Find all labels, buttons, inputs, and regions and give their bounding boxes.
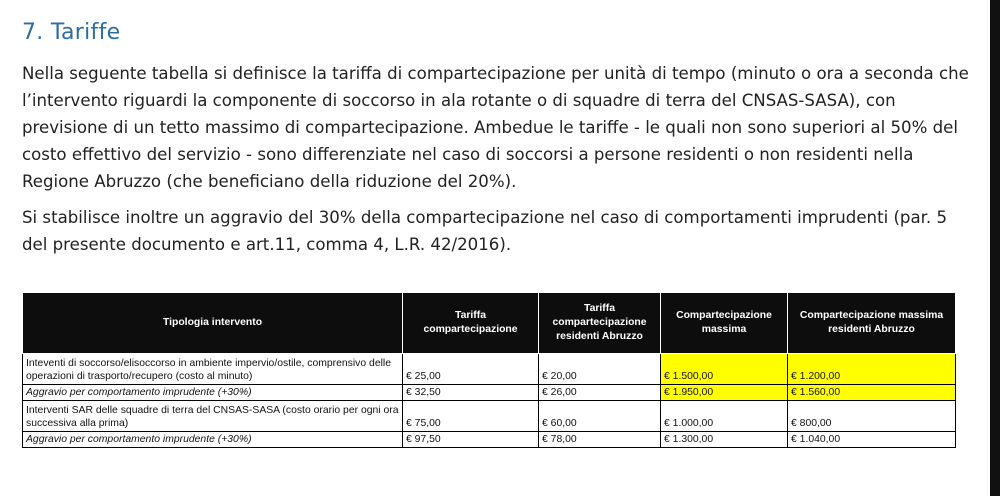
header-tariffa-residenti: Tariffa compartecipazione residenti Abruzzo	[539, 293, 661, 354]
header-tariffa: Tariffa compartecipazione	[403, 293, 539, 354]
massima-residenti-cell: € 1.040,00	[788, 432, 956, 448]
header-tipologia: Tipologia intervento	[23, 293, 403, 354]
row-description: Interventi SAR delle squadre di terra del CNSAS-SASA (costo orario per ogni ora successiva alla prima)	[23, 401, 403, 432]
tariffa-cell: € 25,00	[403, 354, 539, 385]
window-edge	[990, 0, 1000, 496]
tariffa-residenti-cell: € 60,00	[539, 401, 661, 432]
massima-cell: € 1.300,00	[661, 432, 788, 448]
massima-residenti-cell: € 800,00	[788, 401, 956, 432]
tariffa-cell: € 97,50	[403, 432, 539, 448]
massima-residenti-cell: € 1.200,00	[788, 354, 956, 385]
intro-paragraph: Nella seguente tabella si definisce la tariffa di compartecipazione per unità di tempo (minuto o ora a seconda che l’intervento riguardi la componente di soccorso in ala rotante o di squadre di terra del CNSAS-SASA), con previsione di un tetto massimo di compartecipazione. Ambedue le tariffe - le quali non sono superiori al 50% del costo effettivo del servizio - sono differenziate nel caso di soccorsi a persone residenti o non residenti nella Regione Abruzzo (che beneficiano della riduzione del 20%).	[22, 64, 969, 191]
massima-cell: € 1.000,00	[661, 401, 788, 432]
header-massima: Compartecipazione massima	[661, 293, 788, 354]
massima-residenti-cell: € 1.560,00	[788, 385, 956, 401]
tariffa-residenti-cell: € 78,00	[539, 432, 661, 448]
massima-cell: € 1.950,00	[661, 385, 788, 401]
tariffa-residenti-cell: € 26,00	[539, 385, 661, 401]
row-description: Aggravio per comportamento imprudente (+30%)	[23, 432, 403, 448]
table-header-row	[23, 293, 956, 354]
massima-cell: € 1.500,00	[661, 354, 788, 385]
table-row	[23, 401, 956, 432]
tariffa-cell: € 32,50	[403, 385, 539, 401]
table-row	[23, 354, 956, 385]
row-description: Aggravio per comportamento imprudente (+30%)	[23, 385, 403, 401]
tariffa-cell: € 75,00	[403, 401, 539, 432]
table-row	[23, 432, 956, 448]
section-title: 7. Tariffe	[22, 20, 121, 45]
surcharge-paragraph: Si stabilisce inoltre un aggravio del 30% della compartecipazione nel caso di comportamenti imprudenti (par. 5 del presente documento e art.11, comma 4, L.R. 42/2016).	[22, 208, 948, 254]
header-massima-residenti: Compartecipazione massima residenti Abruzzo	[788, 293, 956, 354]
tariff-table	[22, 292, 956, 448]
row-description: Inteventi di soccorso/elisoccorso in ambiente impervio/ostile, comprensivo delle operazioni di trasporto/recupero (costo al minuto)	[23, 354, 403, 385]
table-row	[23, 385, 956, 401]
tariffa-residenti-cell: € 20,00	[539, 354, 661, 385]
